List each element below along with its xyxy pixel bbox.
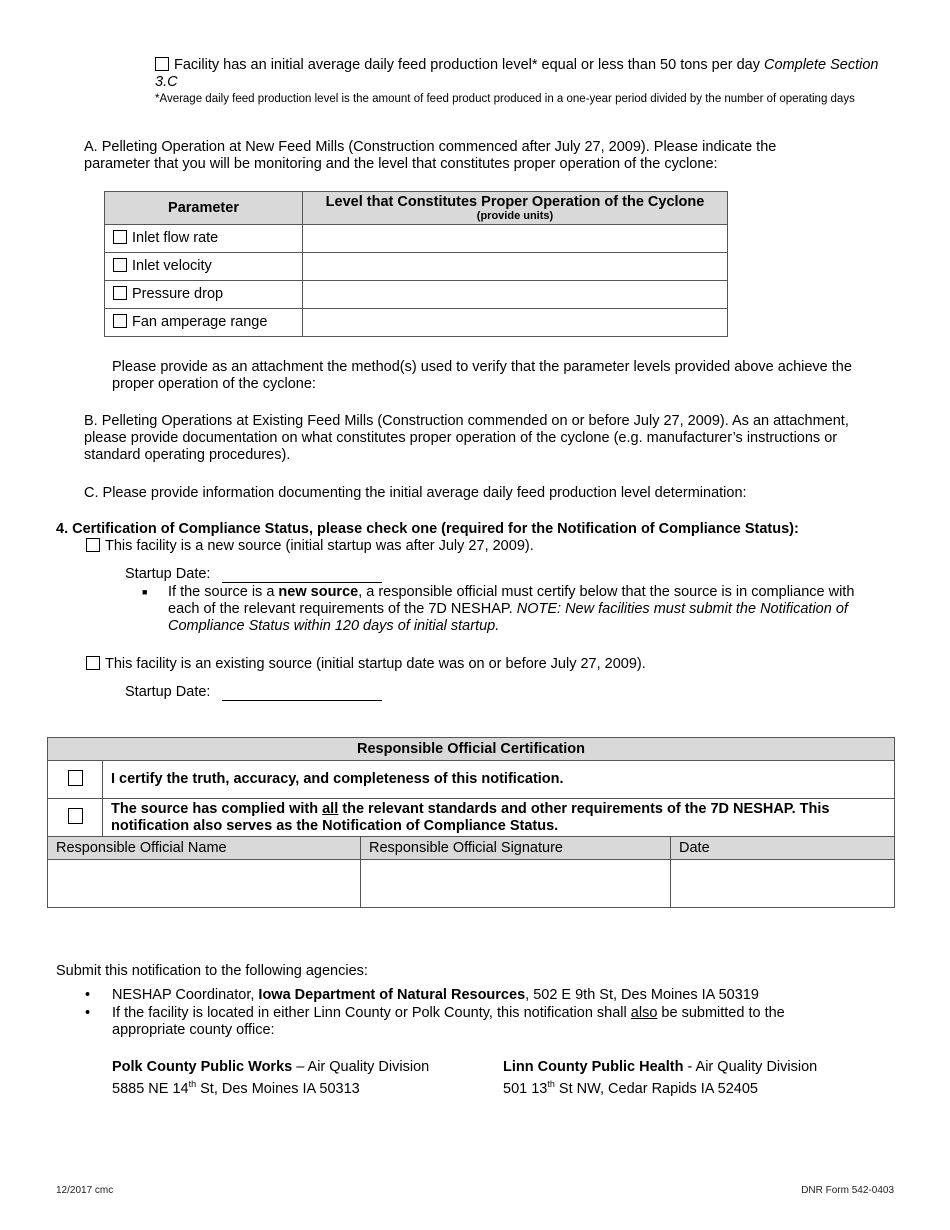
facility-checkbox[interactable] xyxy=(155,57,169,71)
table-row xyxy=(105,225,728,253)
polk-sup: th xyxy=(188,1079,197,1089)
bullet-bold: new source xyxy=(278,584,359,600)
bullet-icon: • xyxy=(85,1005,91,1021)
submit-intro: Submit this notification to the following agencies: xyxy=(56,963,368,979)
table-row xyxy=(105,253,728,281)
certification-title: Responsible Official Certification xyxy=(48,738,895,761)
section-b-text: B. Pelleting Operations at Existing Feed Mills (Construction commended on or before July 27, 2009). As an attachment, please provide documentation on what constitutes proper operation of the cyclone (e.g. manufacturer’s instructions or standard operating procedures). xyxy=(84,413,849,463)
date-field[interactable] xyxy=(671,860,895,908)
startup-date-row xyxy=(125,566,382,583)
certification-table xyxy=(47,737,895,908)
new-source-option xyxy=(86,538,534,555)
new-source-checkbox[interactable] xyxy=(86,538,100,552)
parameter-checkbox[interactable] xyxy=(113,286,127,300)
startup-date-label: Startup Date: xyxy=(125,684,211,700)
linn-name: Linn County Public Health xyxy=(503,1059,684,1075)
item-text: If the facility is located in either Linn County or Polk County, this notification shall xyxy=(112,1005,631,1021)
bullet-note: NOTE: New facilities must submit the Notification of Compliance Status within 120 days of initial startup. xyxy=(168,601,848,634)
item-text-2: , 502 E 9th St, Des Moines IA 50319 xyxy=(525,987,759,1003)
certify-statement: I certify the truth, accuracy, and completeness of this notification. xyxy=(103,761,895,799)
bullet-icon: • xyxy=(85,987,91,1003)
existing-source-label: This facility is an existing source (initial startup date was on or before July 27, 2009). xyxy=(105,656,646,672)
linn-division: - Air Quality Division xyxy=(683,1059,818,1075)
item-text: NESHAP Coordinator, xyxy=(112,987,259,1003)
footnote: *Average daily feed production level is the amount of feed product produced in a one-year period divided by the number of operating days xyxy=(155,93,855,105)
complied-checkbox[interactable] xyxy=(68,808,83,824)
startup-date-row-2 xyxy=(125,684,382,701)
table-row xyxy=(105,309,728,337)
complied-text: The source has complied with xyxy=(111,800,323,817)
section-c-text: C. Please provide information documenting the initial average daily feed production level determination: xyxy=(84,485,747,501)
level-header-text: Level that Constitutes Proper Operation of the Cyclone xyxy=(325,194,705,210)
item-text-2: be submitted to the appropriate county office: xyxy=(112,1005,785,1038)
polk-addr: 5885 NE 14 xyxy=(112,1080,189,1097)
complied-text-2: the relevant standards and other requirements of the 7D NESHAP. This notification also serves as the Notification of Compliance Status. xyxy=(111,800,830,834)
name-header: Responsible Official Name xyxy=(48,837,361,860)
parameter-checkbox[interactable] xyxy=(113,230,127,244)
item-underline: also xyxy=(630,1005,658,1021)
facility-option xyxy=(155,57,885,91)
signature-header: Responsible Official Signature xyxy=(361,837,671,860)
polk-name: Polk County Public Works xyxy=(112,1059,293,1075)
startup-date-field[interactable] xyxy=(222,686,382,701)
linn-addr-2: St NW, Cedar Rapids IA 52405 xyxy=(554,1080,758,1097)
table-row xyxy=(105,281,728,309)
level-input[interactable] xyxy=(303,309,728,337)
item-bold: Iowa Department of Natural Resources xyxy=(258,987,526,1003)
complied-statement xyxy=(103,799,895,837)
date-header: Date xyxy=(671,837,895,860)
agency-list xyxy=(85,987,845,1039)
section-a-text: A. Pelleting Operation at New Feed Mills (Construction commenced after July 27, 2009). Please indicate the parameter that you will be monitoring and the level that constitutes proper operation of the cyclone: xyxy=(84,139,777,172)
footer-form-number: DNR Form 542-0403 xyxy=(801,1185,894,1196)
attachment-note: Please provide as an attachment the method(s) used to verify that the parameter levels provided above achieve the proper operation of the cyclone: xyxy=(112,359,852,392)
linn-sup: th xyxy=(547,1079,555,1089)
linn-addr: 501 13 xyxy=(503,1080,548,1097)
polk-addr-2: St, Des Moines IA 50313 xyxy=(196,1080,360,1097)
existing-source-checkbox[interactable] xyxy=(86,656,100,670)
linn-county-address xyxy=(503,1059,817,1098)
level-input[interactable] xyxy=(303,225,728,253)
parameter-label: Fan amperage range xyxy=(132,314,268,330)
list-item xyxy=(85,987,845,1004)
new-source-label: This facility is a new source (initial startup was after July 27, 2009). xyxy=(105,538,534,554)
startup-date-field[interactable] xyxy=(222,568,382,583)
parameter-checkbox[interactable] xyxy=(113,258,127,272)
new-source-bullet xyxy=(142,584,882,635)
level-input[interactable] xyxy=(303,281,728,309)
parameter-table xyxy=(104,191,728,337)
bullet-icon: ■ xyxy=(142,587,148,597)
section-4-heading: 4. Certification of Compliance Status, please check one (required for the Notification of Compliance Status): xyxy=(56,521,799,537)
facility-option-label: Facility has an initial average daily feed production level* equal or less than 50 tons per day xyxy=(174,57,760,73)
level-header-sub: (provide units) xyxy=(476,210,554,222)
level-input[interactable] xyxy=(303,253,728,281)
polk-county-address xyxy=(112,1059,429,1098)
existing-source-option xyxy=(86,656,646,673)
certify-checkbox[interactable] xyxy=(68,770,83,786)
parameter-label: Inlet flow rate xyxy=(132,230,219,246)
startup-date-label: Startup Date: xyxy=(125,566,211,582)
footer-date: 12/2017 cmc xyxy=(56,1185,114,1196)
parameter-label: Inlet velocity xyxy=(132,258,212,274)
parameter-label: Pressure drop xyxy=(132,286,224,302)
parameter-header: Parameter xyxy=(105,192,303,225)
polk-division: – Air Quality Division xyxy=(292,1059,430,1075)
parameter-checkbox[interactable] xyxy=(113,314,127,328)
complied-underline: all xyxy=(322,800,339,817)
bullet-text: If the source is a xyxy=(168,584,279,600)
bullet-text-2: , a responsible official must certify below that the source is in compliance with each of the relevant requirements of the 7D NESHAP. xyxy=(168,584,855,617)
signature-field[interactable] xyxy=(361,860,671,908)
name-field[interactable] xyxy=(48,860,361,908)
list-item xyxy=(85,1005,845,1039)
level-header xyxy=(303,192,728,225)
facility-option-instruction: Complete Section 3.C xyxy=(155,57,879,90)
